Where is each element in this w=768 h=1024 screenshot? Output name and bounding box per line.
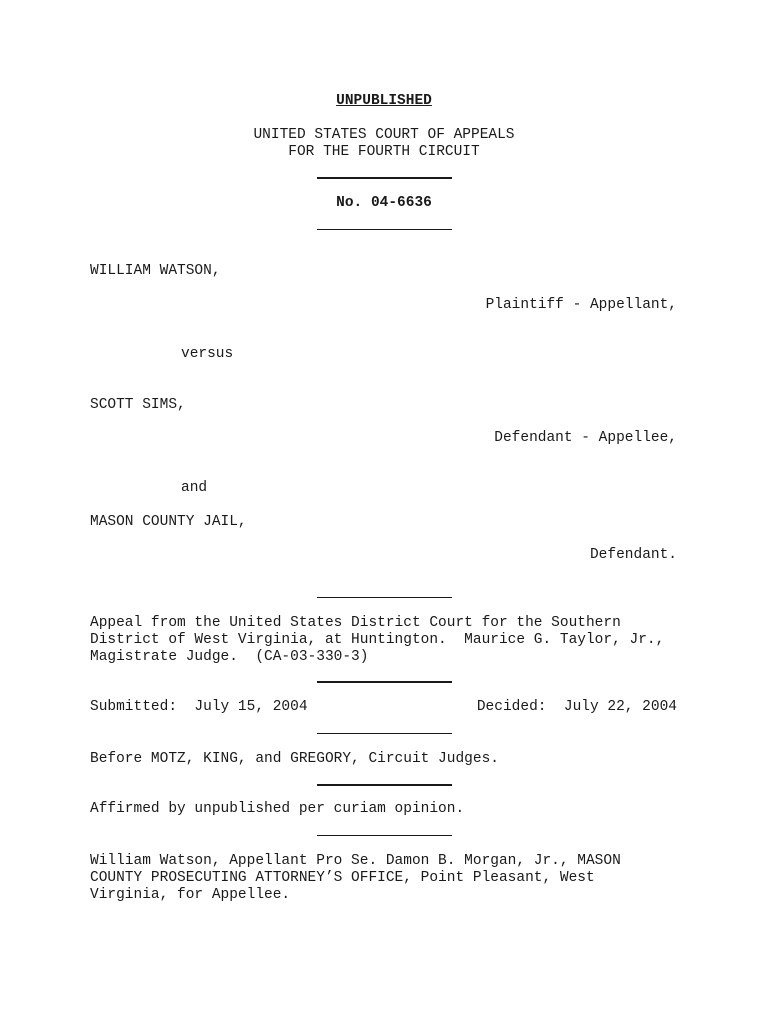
- plaintiff-name: WILLIAM WATSON,: [90, 263, 221, 279]
- decided-date: Decided: July 22, 2004: [476, 699, 677, 715]
- counsel-line2: COUNTY PROSECUTING ATTORNEY’S OFFICE, Point Pleasant, West: [90, 870, 595, 886]
- appeal-line3: Magistrate Judge. (CA-03-330-3): [90, 649, 369, 665]
- unpublished-label: UNPUBLISHED: [336, 93, 432, 109]
- court-name-line2: FOR THE FOURTH CIRCUIT: [288, 144, 480, 160]
- defendant1-name: SCOTT SIMS,: [90, 397, 186, 413]
- panel-judges: Before MOTZ, KING, and GREGORY, Circuit Judges.: [90, 751, 499, 767]
- divider-rule: [317, 681, 452, 683]
- appeal-line1: Appeal from the United States District Court for the Southern: [90, 615, 621, 631]
- appeal-line2: District of West Virginia, at Huntington. Maurice G. Taylor, Jr.,: [90, 632, 665, 648]
- divider-rule: [317, 597, 452, 598]
- submitted-date: Submitted: July 15, 2004: [90, 699, 308, 715]
- disposition: Affirmed by unpublished per curiam opinion.: [90, 801, 465, 817]
- divider-rule: [317, 177, 452, 179]
- versus-label: versus: [181, 346, 234, 362]
- defendant2-role: Defendant.: [589, 547, 677, 563]
- case-number: No. 04-6636: [336, 195, 432, 211]
- plaintiff-role: Plaintiff - Appellant,: [485, 297, 677, 313]
- divider-rule: [317, 835, 452, 836]
- divider-rule: [317, 733, 452, 734]
- counsel-line1: William Watson, Appellant Pro Se. Damon B. Morgan, Jr., MASON: [90, 853, 621, 869]
- defendant1-role: Defendant - Appellee,: [494, 430, 677, 446]
- and-label: and: [181, 480, 208, 496]
- court-name-line1: UNITED STATES COURT OF APPEALS: [253, 127, 515, 143]
- defendant2-name: MASON COUNTY JAIL,: [90, 514, 247, 530]
- divider-rule: [317, 784, 452, 786]
- divider-rule: [317, 229, 452, 230]
- counsel-line3: Virginia, for Appellee.: [90, 887, 291, 903]
